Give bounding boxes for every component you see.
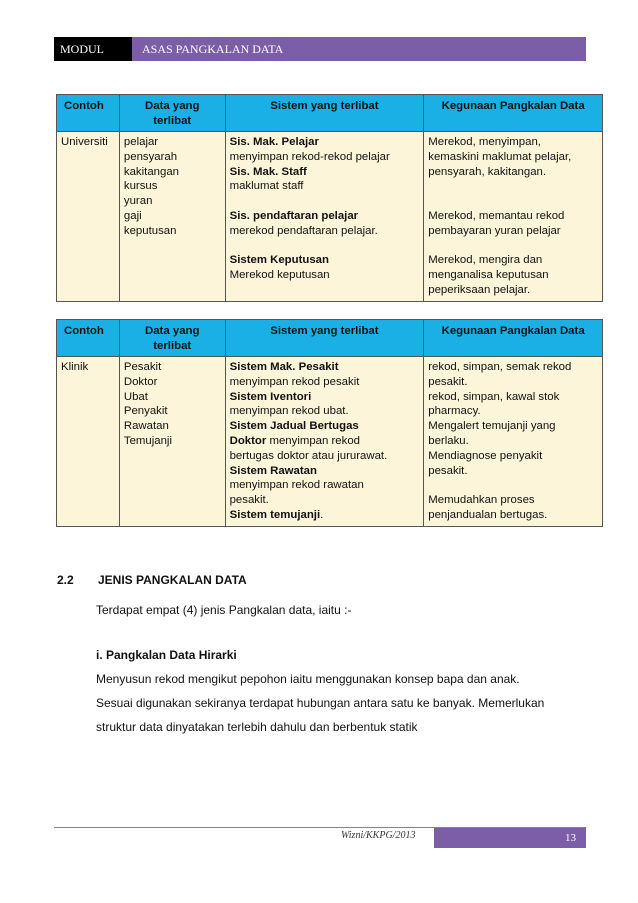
header-data-terlibat-text: Data yang terlibat: [145, 325, 200, 352]
sistem-line-text: Sistem Mak. Pesakit: [229, 361, 339, 373]
sistem-line-rest: menyimpan rekod: [266, 434, 360, 447]
cell-sistem-list: [225, 132, 424, 302]
data-item: Ubat: [123, 390, 148, 403]
page-header: [54, 37, 586, 61]
sistem-line-text: Sis. pendaftaran pelajar: [229, 209, 359, 222]
sistem-line: [230, 179, 420, 194]
header-module-label: MODUL: [54, 37, 132, 61]
sistem-line: [230, 135, 420, 150]
sistem-line: [230, 209, 420, 224]
kegunaan-line: Mendiagnose penyakit: [428, 449, 543, 462]
kegunaan-line: penjandualan bertugas.: [428, 508, 548, 521]
sistem-line-text: menyimpan rekod-rekod pelajar: [229, 150, 390, 163]
data-item: pensyarah: [123, 150, 178, 163]
table-header-row: [57, 320, 603, 357]
kegunaan-line: [428, 194, 598, 209]
cell-contoh: Klinik: [57, 357, 120, 527]
header-title: ASAS PANGKALAN DATA: [132, 37, 586, 61]
sistem-line-text: menyimpan rekod rawatan: [229, 479, 364, 492]
sistem-line-text: Sis. Mak. Pelajar: [229, 136, 319, 148]
spacer: [230, 239, 420, 254]
sistem-line-text: Sistem Jadual Bertugas: [229, 420, 359, 433]
data-item: Temujanji: [123, 434, 172, 447]
page-number: 13: [434, 828, 586, 848]
header-contoh: Contoh: [57, 95, 120, 132]
sistem-line: [230, 375, 420, 390]
kegunaan-line: rekod, simpan, semak rekod: [428, 361, 572, 373]
sistem-line-rest: .: [320, 508, 324, 521]
header-sistem: Sistem yang terlibat: [225, 320, 424, 357]
kegunaan-line: pharmacy.: [428, 405, 481, 418]
kegunaan-line: rekod, simpan, kawal stok: [428, 390, 560, 403]
sistem-line-text: maklumat staff: [229, 180, 304, 193]
header-data-terlibat: [119, 95, 225, 132]
cell-contoh: Universiti: [57, 132, 120, 302]
section-intro: Terdapat empat (4) jenis Pangkalan data, iaitu :-: [96, 603, 352, 617]
sistem-line-text: merekod pendaftaran pelajar.: [229, 224, 378, 237]
cell-kegunaan-list: [424, 132, 603, 302]
data-item: Penyakit: [123, 405, 168, 418]
header-kegunaan: Kegunaan Pangkalan Data: [424, 320, 603, 357]
data-item: kakitangan: [123, 165, 180, 178]
sistem-line-text: bertugas doktor atau jururawat.: [229, 449, 388, 462]
sistem-line: [230, 493, 420, 508]
sistem-line-text: Merekod keputusan: [229, 269, 330, 282]
kegunaan-line: pesakit.: [428, 375, 468, 388]
data-item: Pesakit: [123, 361, 162, 373]
header-data-terlibat: [119, 320, 225, 357]
sistem-line: [230, 224, 420, 239]
body-line: Sesuai digunakan sekiranya terdapat hubungan antara satu ke banyak. Memerlukan: [96, 696, 545, 710]
sistem-line-text: Sis. Mak. Staff: [229, 165, 307, 178]
sistem-line-text: menyimpan rekod ubat.: [229, 405, 349, 418]
kegunaan-line: [428, 478, 598, 493]
spacer: [230, 194, 420, 209]
data-item: yuran: [123, 195, 153, 208]
kegunaan-line: Merekod, memantau rekod: [428, 209, 565, 222]
kegunaan-line: [428, 179, 598, 194]
table-header-row: [57, 95, 603, 132]
sistem-line: [230, 508, 420, 523]
sistem-line-text: menyimpan rekod pesakit: [229, 375, 360, 388]
data-item: Doktor: [123, 375, 158, 388]
sistem-line-text: Doktor: [229, 434, 267, 447]
data-item: keputusan: [123, 224, 177, 237]
sistem-line: [230, 434, 420, 449]
sistem-line-text: Sistem Iventori: [229, 390, 312, 403]
sistem-line: [230, 478, 420, 493]
kegunaan-line: Memudahkan proses: [428, 494, 535, 507]
sistem-line-text: Sistem Keputusan: [229, 254, 329, 267]
data-item: gaji: [123, 209, 142, 222]
header-contoh: Contoh: [57, 320, 120, 357]
sistem-line: [230, 404, 420, 419]
kegunaan-line: berlaku.: [428, 434, 469, 447]
header-sistem: Sistem yang terlibat: [225, 95, 424, 132]
sistem-line-text: Sistem temujanji: [229, 508, 321, 521]
sistem-line: [230, 390, 420, 405]
kegunaan-line: Mengalert temujanji yang: [428, 420, 556, 433]
table-row: [57, 132, 603, 302]
kegunaan-line: kemaskini maklumat pelajar,: [428, 150, 572, 163]
table-row: [57, 357, 603, 527]
header-data-terlibat-text: Data yang terlibat: [145, 100, 200, 127]
sistem-line: [230, 464, 420, 479]
data-item: Rawatan: [123, 420, 169, 433]
cell-sistem-list: [225, 357, 424, 527]
header-kegunaan: Kegunaan Pangkalan Data: [424, 95, 603, 132]
body-line: struktur data dinyatakan terlebih dahulu dan berbentuk statik: [96, 720, 418, 734]
kegunaan-line: Merekod, menyimpan,: [428, 136, 541, 148]
kegunaan-line: [428, 239, 598, 254]
kegunaan-line: pesakit.: [428, 464, 468, 477]
data-item: kursus: [123, 180, 158, 193]
kegunaan-line: pembayaran yuran pelajar: [428, 224, 561, 237]
section-number: 2.2: [57, 573, 74, 587]
kegunaan-line: menganalisa keputusan: [428, 269, 549, 282]
kegunaan-line: pensyarah, kakitangan.: [428, 165, 547, 178]
subheading-hirarki: i. Pangkalan Data Hirarki: [96, 648, 237, 662]
cell-data-list: [119, 132, 225, 302]
table-universiti: [56, 94, 603, 302]
sistem-line: [230, 253, 420, 268]
footer-author: Wizni/KKPG/2013: [341, 830, 416, 841]
table-klinik: [56, 319, 603, 527]
sistem-line-text: pesakit.: [229, 494, 269, 507]
sistem-line: [230, 150, 420, 165]
section-title: JENIS PANGKALAN DATA: [98, 573, 247, 587]
data-item: pelajar: [123, 136, 159, 148]
sistem-line-text: Sistem Rawatan: [229, 464, 317, 477]
sistem-line: [230, 360, 420, 375]
sistem-line: [230, 449, 420, 464]
kegunaan-line: peperiksaan pelajar.: [428, 283, 531, 296]
cell-kegunaan-list: [424, 357, 603, 527]
cell-data-list: [119, 357, 225, 527]
body-line: Menyusun rekod mengikut pepohon iaitu menggunakan konsep bapa dan anak.: [96, 672, 520, 686]
sistem-line: [230, 268, 420, 283]
sistem-line: [230, 165, 420, 180]
kegunaan-line: Merekod, mengira dan: [428, 254, 543, 267]
sistem-line: [230, 419, 420, 434]
